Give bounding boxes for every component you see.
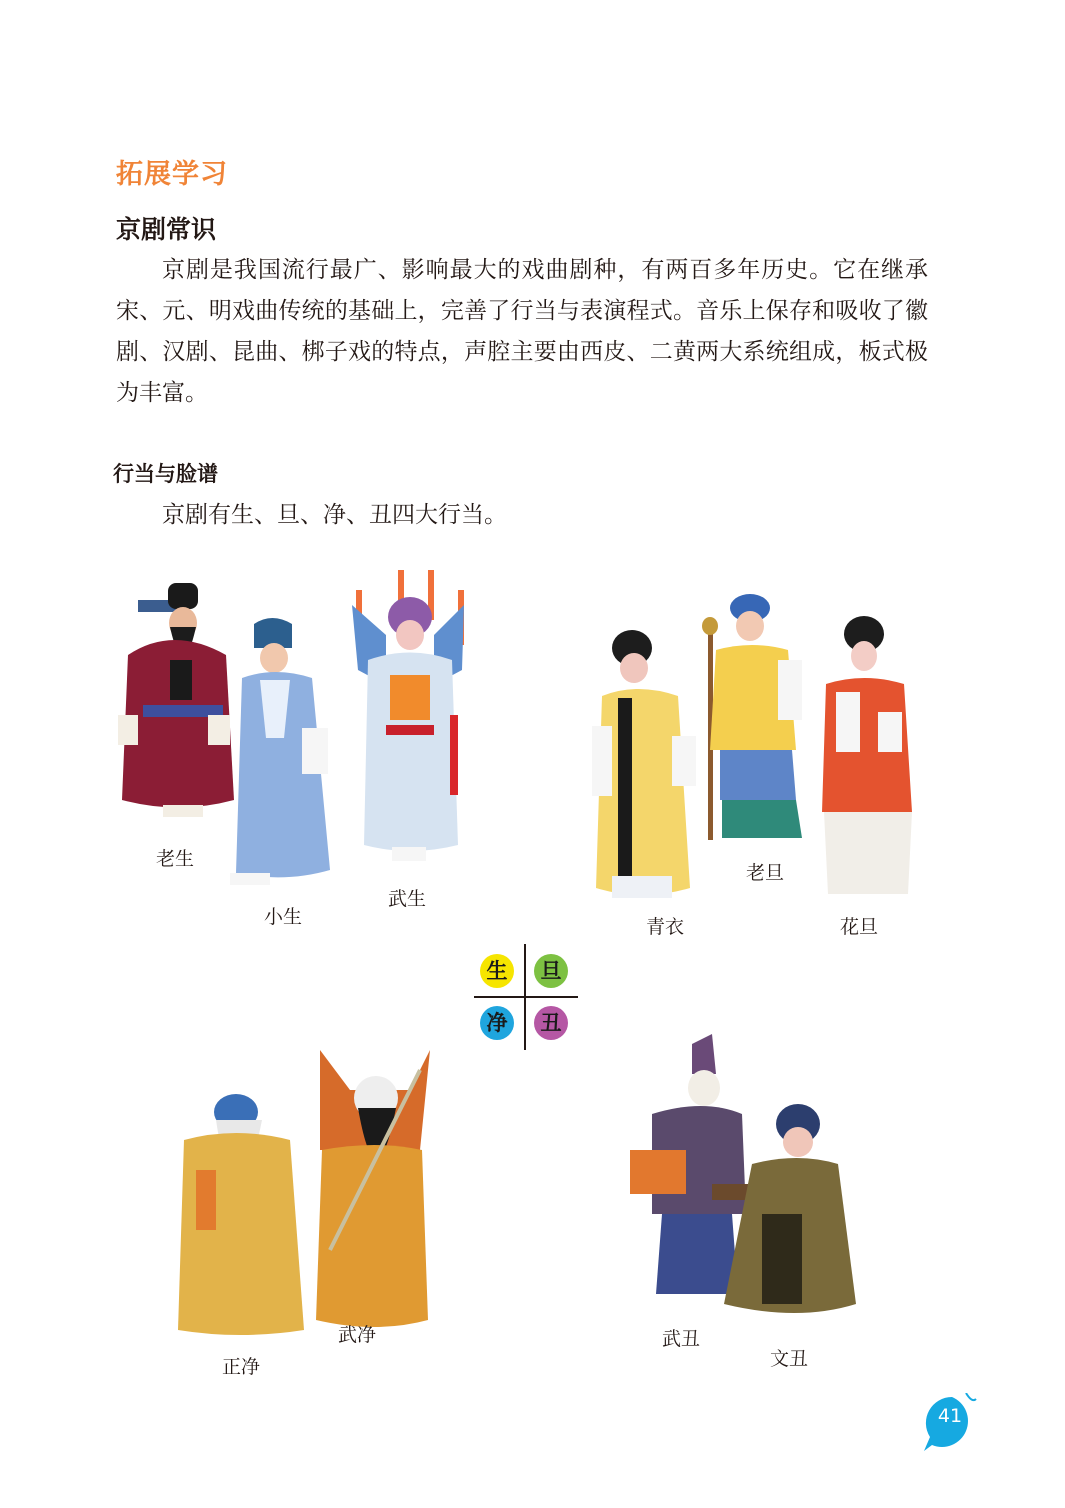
laosheng-figure	[108, 575, 238, 825]
roles-paragraph: 京剧有生、旦、净、丑四大行当。	[162, 502, 507, 528]
huadan-label: 花旦	[840, 916, 879, 938]
wujing-label: 武净	[338, 1324, 377, 1346]
jing-badge: 净	[480, 1006, 514, 1040]
chou-badge: 丑	[534, 1006, 568, 1040]
qingyi-label: 青衣	[646, 916, 685, 938]
quadrant-horizontal-divider	[474, 996, 578, 998]
laodan-label: 老旦	[746, 862, 785, 884]
sheng-badge: 生	[480, 954, 514, 988]
huadan-figure	[812, 612, 922, 900]
wuchou-label: 武丑	[662, 1328, 701, 1350]
wuchou-wenchou-figure	[612, 1034, 877, 1324]
intro-paragraph: 京剧是我国流行最广、影响最大的戏曲剧种，有两百多年历史。它在继承宋、元、明戏曲传统的基础上，完善了行当与表演程式。音乐上保存和吸收了徽剧、汉剧、昆曲、梆子戏的特点，声腔主要由西皮、二黄两大系统组成，板式极为丰富。	[116, 257, 928, 406]
laosheng-label: 老生	[156, 848, 195, 870]
page-number: 41	[937, 1405, 963, 1427]
qingyi-figure	[592, 626, 702, 906]
wenchou-label: 文丑	[770, 1348, 809, 1370]
xiaosheng-label: 小生	[264, 906, 303, 928]
xiaosheng-figure	[230, 618, 340, 890]
laodan-figure	[692, 590, 812, 850]
wusheng-label: 武生	[388, 888, 427, 910]
article-title: 京剧常识	[116, 215, 217, 244]
zhengjing-wujing-figure	[170, 1030, 435, 1340]
wusheng-figure	[346, 565, 476, 865]
dan-badge: 旦	[534, 954, 568, 988]
section-title: 拓展学习	[116, 159, 228, 190]
zhengjing-label: 正净	[222, 1356, 261, 1378]
role-quadrant-chart	[470, 944, 580, 1052]
subheading: 行当与脸谱	[113, 462, 218, 486]
